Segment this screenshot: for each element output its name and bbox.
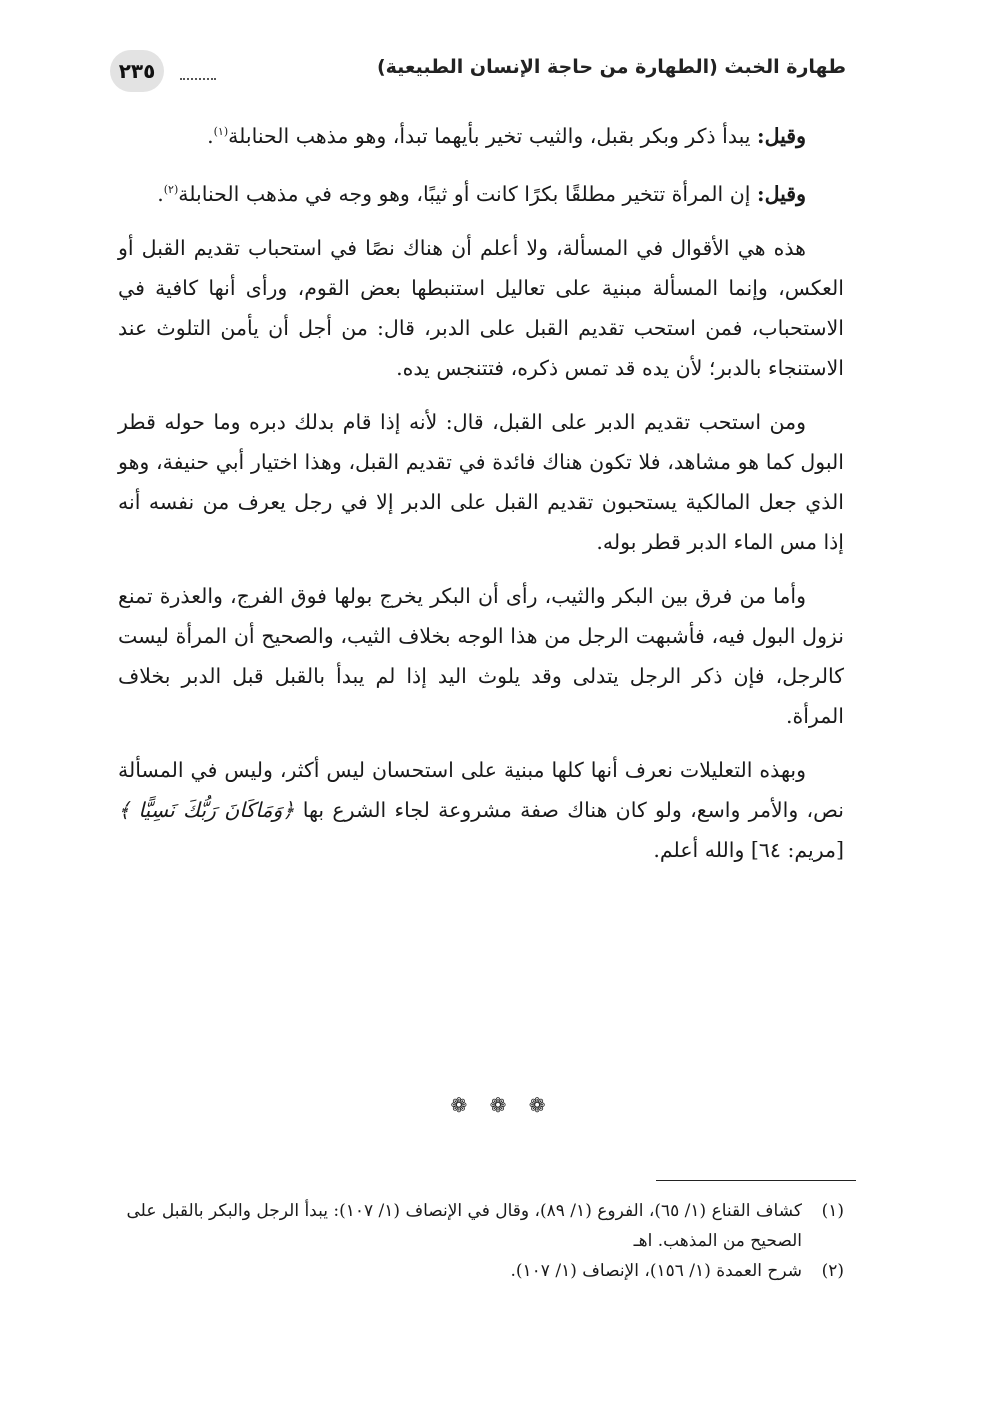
footnote	[118, 1196, 844, 1256]
paragraph-text: وأما من فرق بين البكر والثيب، رأى أن البكر يخرج بولها فوق الفرج، والعذرة تمنع نزول البول فيه، فأشبهت الرجل من هذا الوجه بخلاف الثيب، والصحيح أن المرأة ليست كالرجل، فإن ذكر الرجل يتدلى وقد يلوث اليد إذا لم يبدأ بالقبل قبل الدبر بخلاف المرأة.	[118, 583, 844, 728]
footnote-number: (١)	[821, 1201, 844, 1221]
footnote	[118, 1256, 844, 1286]
footnote-number: (٢)	[821, 1261, 844, 1281]
paragraph	[118, 402, 844, 562]
footnote-ref[interactable]: (٢)	[163, 182, 179, 196]
running-header	[110, 50, 846, 92]
footnote-text: شرح العمدة (١/ ١٥٦)، الإنصاف (١/ ١٠٧).	[510, 1261, 802, 1281]
running-title: طهارة الخبث (الطهارة من حاجة الإنسان الطبيعية)	[376, 56, 846, 78]
paragraph-tail: .	[157, 181, 164, 206]
header-dotted-rule	[180, 78, 216, 80]
paragraph-last	[118, 750, 844, 870]
main-text	[118, 112, 844, 884]
paragraph-lead: وقيل:	[757, 123, 806, 148]
paragraph-text: إن المرأة تتخير مطلقًا بكرًا كانت أو ثيبًا، وهو وجه في مذهب الحنابلة	[178, 181, 758, 206]
paragraph-text: ومن استحب تقديم الدبر على القبل، قال: لأنه إذا قام بدلك دبره وما حوله قطر البول كما هو مشاهد، فلا تكون هناك فائدة في تقديم القبل، وهذا اختيار أبي حنيفة، وهو الذي جعل المالكية يستحبون تقديم القبل على الدبر إلا في رجل يعرف من نفسه أنه إذا مس الماء الدبر قطر بوله.	[118, 409, 844, 554]
paragraph-text: وبهذه التعليلات نعرف أنها كلها مبنية على استحسان ليس أكثر، وليس في المسألة نص، والأمر واسع، ولو كان هناك صفة مشروعة لجاء الشرع بها	[118, 757, 844, 822]
paragraph	[118, 228, 844, 388]
paragraph-lead: وقيل:	[757, 181, 806, 206]
footnote-rule	[656, 1180, 856, 1181]
paragraph-tail: .	[207, 123, 214, 148]
page-number: ٢٣٥	[110, 50, 164, 92]
paragraph	[118, 576, 844, 736]
footnotes	[118, 1196, 844, 1286]
paragraph	[118, 112, 844, 156]
quran-verse: ﴿وَمَاكَانَ رَبُّكَ نَسِيًّا ﴾	[118, 797, 295, 822]
footnote-text: كشاف القناع (١/ ٦٥)، الفروع (١/ ٨٩)، وقال في الإنصاف (١/ ١٠٧): يبدأ الرجل والبكر بالقبل على الصحيح من المذهب. اهـ	[126, 1201, 802, 1251]
paragraph-text: يبدأ ذكر وبكر بقبل، والثيب تخير بأيهما تبدأ، وهو مذهب الحنابلة	[228, 123, 758, 148]
paragraph-text: هذه هي الأقوال في المسألة، ولا أعلم أن هناك نصًا في استحباب تقديم القبل أو العكس، وإنما المسألة مبنية على تعاليل استنبطها بعض القوم، ورأى أنها كافية في الاستحباب، فمن استحب تقديم القبل على الدبر، قال: من أجل أن يأمن التلوث عند الاستنجاء بالدبر؛ لأن يده قد تمس ذكره، فتتنجس يده.	[118, 235, 844, 380]
section-separator: ❁ ❁ ❁	[450, 1093, 554, 1117]
paragraph	[118, 170, 844, 214]
footnote-ref[interactable]: (١)	[213, 125, 229, 138]
verse-citation: [مريم: ٦٤] والله أعلم.	[653, 837, 844, 862]
